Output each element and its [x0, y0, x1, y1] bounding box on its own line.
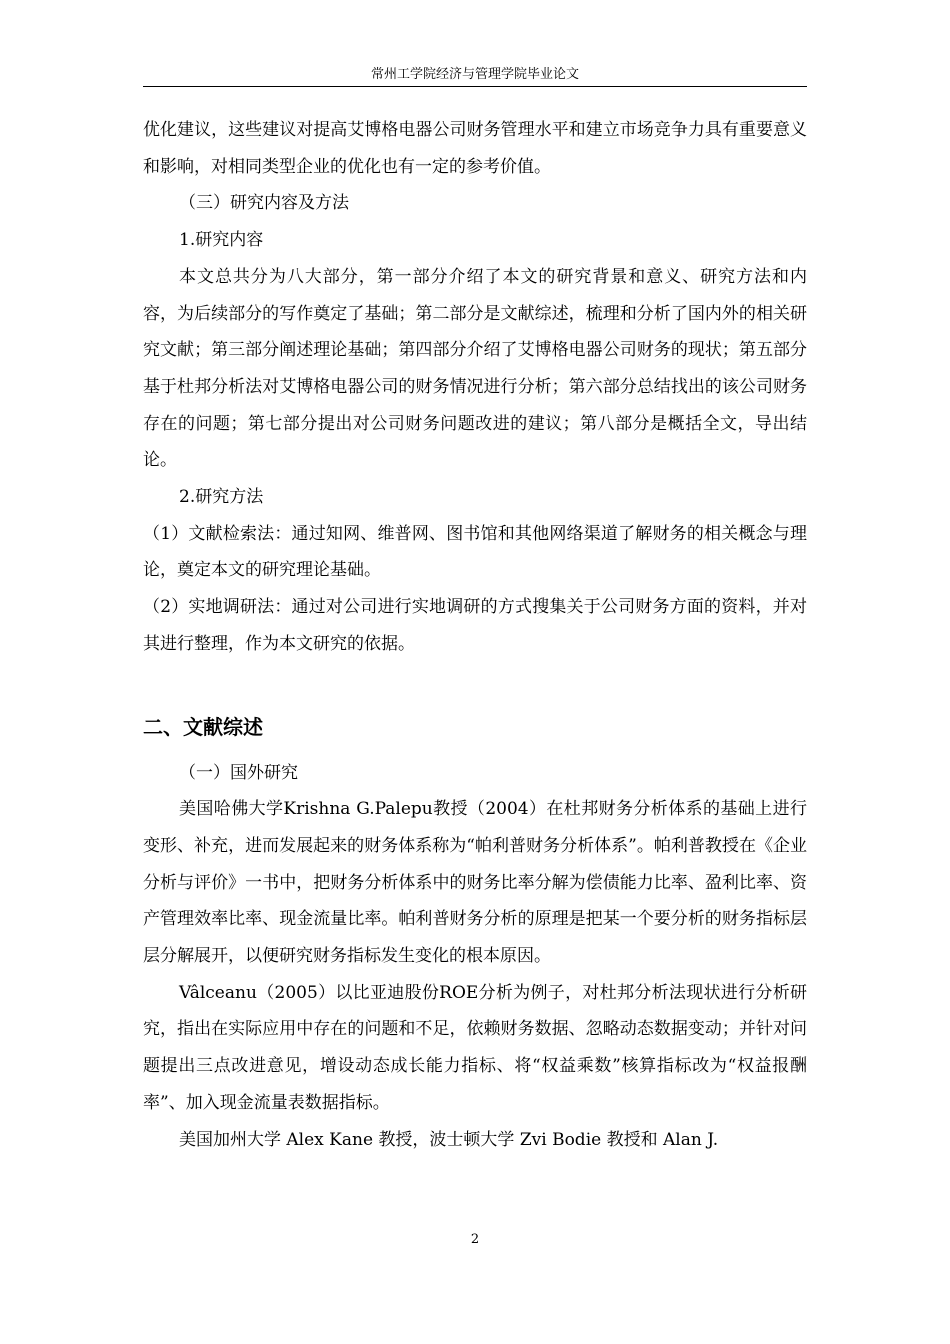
method-item: （2）实地调研法：通过对公司进行实地调研的方式搜集关于公司财务方面的资料，并对其进行整理，作为本文研究的依据。 — [143, 597, 807, 654]
subsection-heading: （一）国外研究 — [179, 762, 298, 783]
page-header — [143, 64, 807, 87]
header-title: 常州工学院经济与管理学院毕业论文 — [370, 67, 579, 82]
paragraph: 美国哈佛大学Krishna G.Palepu教授（2004）在杜邦财务分析体系的基础上进行变形、补充，进而发展起来的财务体系称为“帕利普财务分析体系”。帕利普教授在《企业分析与评价》一书中，把财务分析体系中的财务比率分解为偿债能力比率、盈利比率、资产管理效率比率、现金流量比率。帕利普财务分析的原理是把某一个要分析的财务指标层层分解展开，以便研究财务指标发生变化的根本原因。 — [143, 799, 807, 967]
list-heading: 2.研究方法 — [179, 487, 264, 508]
section-heading: 二、文献综述 — [143, 714, 263, 739]
paragraph: Vâlceanu（2005）以比亚迪股份ROE分析为例子，对杜邦分析法现状进行分析研究，指出在实际应用中存在的问题和不足，依赖财务数据、忽略动态数据变动；并针对问题提出三点改进意见，增设动态成长能力指标、将“权益乘数”核算指标改为“权益报酬率”、加入现金流量表数据指标。 — [143, 982, 807, 1113]
paragraph: 优化建议，这些建议对提高艾博格电器公司财务管理水平和建立市场竞争力具有重要意义和影响，对相同类型企业的优化也有一定的参考价值。 — [143, 120, 807, 177]
method-item: （1）文献检索法：通过知网、维普网、图书馆和其他网络渠道了解财务的相关概念与理论，奠定本文的研究理论基础。 — [143, 523, 807, 581]
document-body — [143, 112, 807, 1158]
subsection-heading: （三）研究内容及方法 — [179, 193, 349, 214]
page-number: 2 — [470, 1232, 480, 1247]
paragraph: 本文总共分为八大部分，第一部分介绍了本文的研究背景和意义、研究方法和内容，为后续部分的写作奠定了基础；第二部分是文献综述，梳理和分析了国内外的相关研究文献；第三部分阐述理论基础；第四部分介绍了艾博格电器公司财务的现状；第五部分基于杜邦分析法对艾博格电器公司的财务情况进行分析；第六部分总结找出的该公司财务存在的问题；第七部分提出对公司财务问题改进的建议；第八部分是概括全文，导出结论。 — [143, 266, 807, 471]
paragraph: 美国加州大学 Alex Kane 教授，波士顿大学 Zvi Bodie 教授和 Alan J. — [179, 1129, 719, 1150]
list-heading: 1.研究内容 — [179, 230, 264, 251]
